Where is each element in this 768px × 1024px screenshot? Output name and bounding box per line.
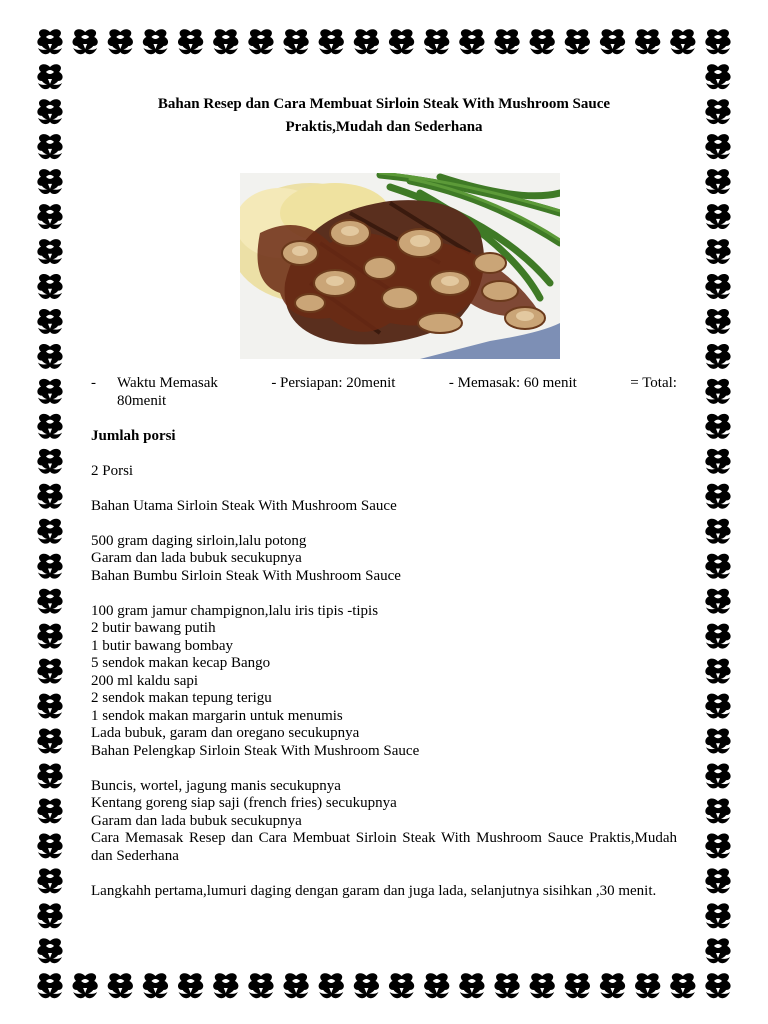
floral-border-motif — [705, 484, 730, 509]
floral-border-motif — [459, 973, 484, 998]
recipe-document — [91, 90, 677, 899]
list-item: 1 sendok makan margarin untuk menumis — [91, 707, 343, 724]
floral-border-motif — [37, 519, 62, 544]
cooking-time-label: Waktu Memasak — [117, 375, 218, 391]
floral-border-motif — [705, 449, 730, 474]
floral-border-motif — [178, 973, 203, 998]
floral-border-motif — [37, 659, 62, 684]
floral-border-motif — [705, 414, 730, 439]
list-item: 1 butir bawang bombay — [91, 637, 234, 654]
floral-border-motif — [635, 973, 660, 998]
list-item: Lada bubuk, garam dan oregano secukupnya — [91, 725, 360, 741]
document-title-line2: Praktis,Mudah dan Sederhana — [285, 119, 483, 135]
cooking-time-line — [91, 375, 677, 410]
list-item: 2 butir bawang putih — [91, 620, 216, 636]
floral-border-motif — [143, 29, 168, 54]
floral-border-motif — [494, 973, 519, 998]
floral-border-motif — [108, 973, 133, 998]
floral-border-motif — [37, 169, 62, 194]
floral-border-motif — [37, 729, 62, 754]
floral-border-motif — [354, 29, 379, 54]
floral-border-motif — [530, 973, 555, 998]
floral-border-motif — [319, 973, 344, 998]
floral-border-motif — [37, 239, 62, 264]
floral-border-motif — [459, 29, 484, 54]
floral-border-motif — [389, 973, 414, 998]
floral-border-motif — [705, 379, 730, 404]
steak-mushroom-sauce-photo — [240, 173, 560, 359]
floral-border-motif — [319, 29, 344, 54]
cook-time: - Memasak: 60 menit — [448, 375, 577, 391]
method-heading: Cara Memasak Resep dan Cara Membuat Sirloin Steak With Mushroom Sauce Praktis,Mudah dan Sederhana — [91, 830, 677, 864]
floral-border-motif — [705, 729, 730, 754]
floral-border-motif — [705, 99, 730, 124]
floral-border-motif — [705, 239, 730, 264]
list-item: Garam dan lada bubuk secukupnya — [91, 550, 302, 566]
floral-border-motif — [705, 868, 730, 893]
floral-border-motif — [635, 29, 660, 54]
floral-border-motif — [705, 64, 730, 89]
floral-border-motif — [37, 484, 62, 509]
floral-border-motif — [705, 624, 730, 649]
floral-border-motif — [600, 29, 625, 54]
floral-border-motif — [600, 973, 625, 998]
floral-border-motif — [37, 414, 62, 439]
floral-border-motif — [73, 29, 98, 54]
floral-border-motif — [705, 344, 730, 369]
floral-border-motif — [73, 973, 98, 998]
floral-border-motif — [37, 554, 62, 579]
floral-border-motif — [108, 29, 133, 54]
list-item: 100 gram jamur champignon,lalu iris tipis -tipis — [91, 602, 379, 619]
floral-border-motif — [37, 204, 62, 229]
floral-border-motif — [248, 973, 273, 998]
document-title-line1: Bahan Resep dan Cara Membuat Sirloin Steak With Mushroom Sauce — [157, 96, 611, 112]
method-step-1: Langkahh pertama,lumuri daging dengan garam dan juga lada, selanjutnya sisihkan ,30 menit. — [91, 882, 657, 899]
floral-border-motif — [37, 134, 62, 159]
floral-border-motif — [37, 973, 62, 998]
floral-border-motif — [389, 29, 414, 54]
spice-ingredients-heading: Bahan Bumbu Sirloin Steak With Mushroom Sauce — [91, 567, 401, 584]
floral-border-motif — [424, 29, 449, 54]
floral-border-motif — [705, 589, 730, 614]
floral-border-motif — [705, 833, 730, 858]
floral-border-motif — [213, 973, 238, 998]
side-ingredients-heading: Bahan Pelengkap Sirloin Steak With Mushroom Sauce — [91, 742, 420, 759]
floral-border-motif — [354, 973, 379, 998]
floral-border-motif — [705, 274, 730, 299]
floral-border-motif — [705, 309, 730, 334]
floral-border-motif — [37, 29, 62, 54]
floral-border-motif — [37, 309, 62, 334]
floral-border-motif — [37, 833, 62, 858]
floral-border-motif — [705, 29, 730, 54]
floral-border-motif — [530, 29, 555, 54]
floral-border-motif — [705, 903, 730, 928]
floral-border-motif — [670, 973, 695, 998]
floral-border-motif — [178, 29, 203, 54]
main-ingredients-heading: Bahan Utama Sirloin Steak With Mushroom Sauce — [91, 497, 397, 514]
floral-border-motif — [37, 344, 62, 369]
prep-time: - Persiapan: 20menit — [271, 375, 396, 391]
floral-border-motif — [37, 694, 62, 719]
portion-heading: Jumlah porsi — [91, 427, 176, 444]
floral-border-motif — [565, 29, 590, 54]
floral-border-motif — [37, 624, 62, 649]
floral-border-motif — [705, 204, 730, 229]
list-item: Buncis, wortel, jagung manis secukupnya — [91, 777, 341, 794]
floral-border-motif — [705, 764, 730, 789]
floral-border-motif — [37, 449, 62, 474]
floral-border-motif — [705, 519, 730, 544]
list-item: 500 gram daging sirloin,lalu potong — [91, 532, 307, 549]
floral-border-motif — [37, 64, 62, 89]
floral-border-motif — [143, 973, 168, 998]
recipe-body — [91, 375, 677, 900]
floral-border-motif — [424, 973, 449, 998]
floral-border-motif — [705, 694, 730, 719]
floral-border-motif — [37, 903, 62, 928]
floral-border-motif — [670, 29, 695, 54]
bullet-dash: - — [91, 375, 96, 391]
floral-border-motif — [37, 938, 62, 963]
floral-border-motif — [705, 554, 730, 579]
floral-border-motif — [37, 764, 62, 789]
floral-border-motif — [565, 973, 590, 998]
floral-border-motif — [37, 379, 62, 404]
floral-border-motif — [705, 134, 730, 159]
floral-border-motif — [37, 274, 62, 299]
floral-border-motif — [37, 868, 62, 893]
floral-border-motif — [37, 99, 62, 124]
floral-border-motif — [705, 798, 730, 823]
floral-border-motif — [213, 29, 238, 54]
list-item: 200 ml kaldu sapi — [91, 672, 199, 689]
total-time-value: 80menit — [117, 392, 167, 409]
floral-border-motif — [248, 29, 273, 54]
floral-border-motif — [37, 589, 62, 614]
total-time-prefix: = Total: — [630, 375, 677, 391]
floral-border-motif — [705, 938, 730, 963]
list-item: Kentang goreng siap saji (french fries) secukupnya — [91, 795, 397, 811]
floral-border-motif — [37, 798, 62, 823]
floral-border-motif — [705, 169, 730, 194]
floral-border-motif — [705, 659, 730, 684]
floral-border-motif — [494, 29, 519, 54]
floral-border-motif — [283, 973, 308, 998]
list-item: Garam dan lada bubuk secukupnya — [91, 812, 302, 829]
floral-border-motif — [705, 973, 730, 998]
portion-value: 2 Porsi — [91, 462, 134, 479]
list-item: 2 sendok makan tepung terigu — [91, 690, 272, 706]
floral-border-motif — [283, 29, 308, 54]
list-item: 5 sendok makan kecap Bango — [91, 655, 271, 671]
